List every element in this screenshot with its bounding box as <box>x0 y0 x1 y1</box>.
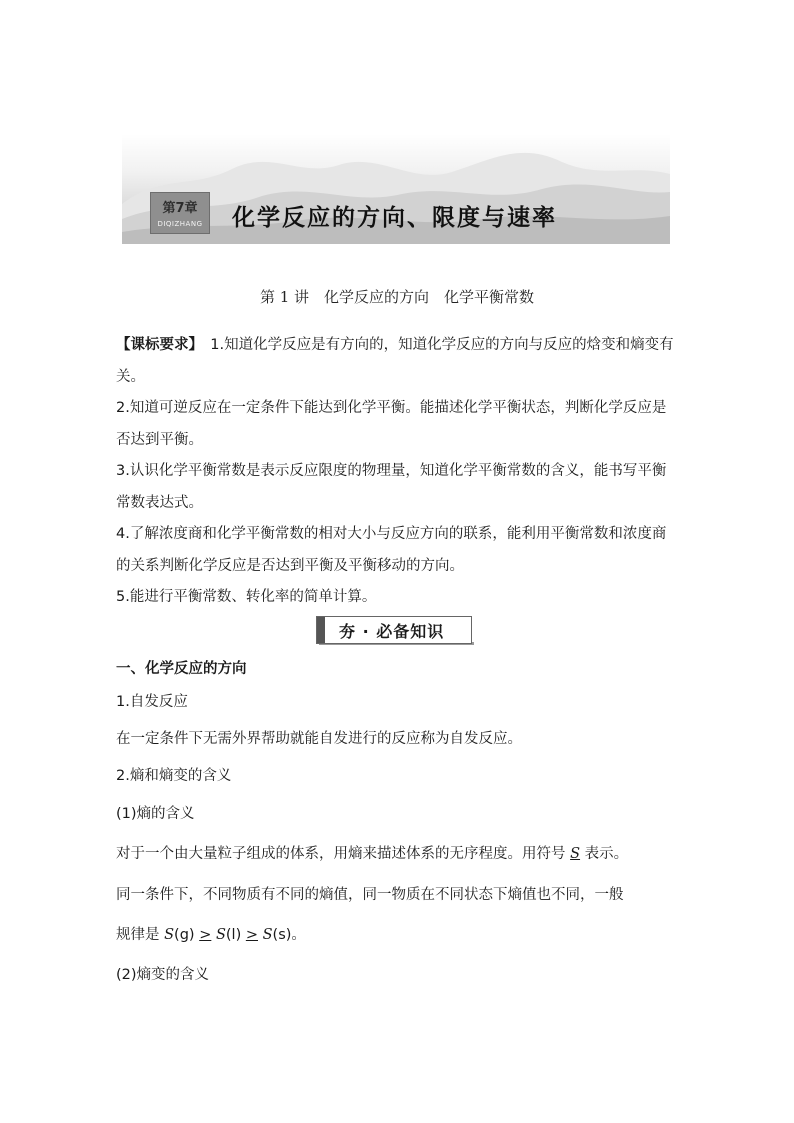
section-heading-text: 夯 · 必备知识 <box>339 621 445 641</box>
subheading-entropy: 2.熵和熵变的含义 <box>116 768 232 784</box>
section-heading <box>316 616 472 644</box>
subheading-entropy-meaning: (1)熵的含义 <box>116 806 195 822</box>
requirements-tag: 【课标要求】 <box>116 337 196 353</box>
subheading-spontaneous: 1.自发反应 <box>116 694 188 710</box>
heading-reaction-direction: 一、化学反应的方向 <box>116 661 247 677</box>
subheading-entropy-change: (2)熵变的含义 <box>116 967 210 983</box>
chapter-number: 第7章 <box>162 201 198 216</box>
paragraph-entropy-rule: 同一条件下，不同物质有不同的熵值，同一物质在不同状态下熵值也不同，一般 <box>116 887 624 903</box>
paragraph-entropy-definition: 对于一个由大量粒子组成的体系，用熵来描述体系的无序程度。用符号 S 表示。 <box>116 846 629 862</box>
chapter-title: 化学反应的方向、限度与速率 <box>232 205 557 231</box>
chapter-pinyin: DIQIZHANG <box>157 220 203 228</box>
requirement-item-2: 2.知道可逆反应在一定条件下能达到化学平衡。能描述化学平衡状态，判断化学反应是否达到平衡。 <box>116 400 667 448</box>
requirement-item-5: 5.能进行平衡常数、转化率的简单计算。 <box>116 589 377 605</box>
lesson-title: 第 1 讲 化学反应的方向 化学平衡常数 <box>259 288 535 306</box>
chapter-badge <box>150 192 210 234</box>
requirement-item-4: 4.了解浓度商和化学平衡常数的相对大小与反应方向的联系，能利用平衡常数和浓度商的关系判断化学反应是否达到平衡及平衡移动的方向。 <box>116 526 667 574</box>
requirement-item-3: 3.认识化学平衡常数是表示反应限度的物理量，知道化学平衡常数的含义，能书写平衡常数表达式。 <box>116 463 667 511</box>
curriculum-requirements <box>116 330 680 614</box>
requirement-item-1: 【课标要求】 1.知道化学反应是有方向的，知道化学反应的方向与反应的焓变和熵变有关。 <box>116 337 674 385</box>
entropy-symbol: S <box>570 846 581 862</box>
chapter-banner <box>122 134 670 244</box>
section-heading-bar <box>317 617 327 643</box>
paragraph-spontaneous-definition: 在一定条件下无需外界帮助就能自发进行的反应称为自发反应。 <box>116 731 522 747</box>
paragraph-entropy-order: 规律是 S(g) > S(l) > S(s)。 <box>116 927 306 943</box>
